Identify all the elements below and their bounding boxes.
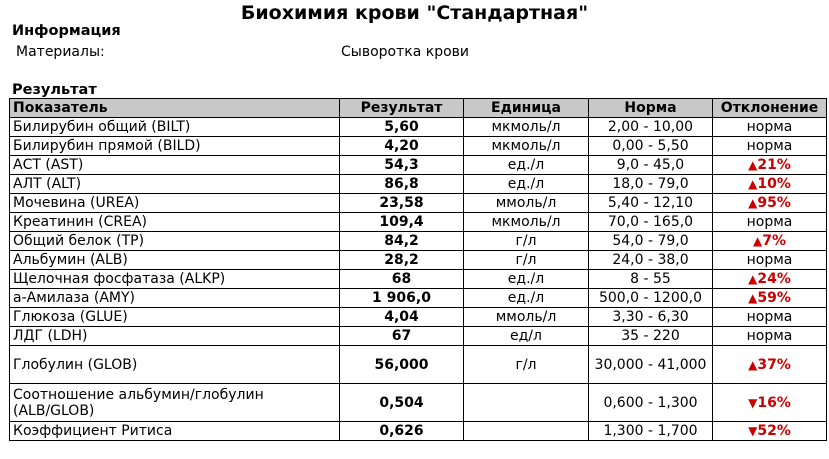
- unit-cell: ед./л: [464, 289, 589, 308]
- table-row: [10, 270, 827, 289]
- result-cell: 4,04: [340, 308, 464, 327]
- header-deviation: Отклонение: [713, 99, 827, 118]
- unit-cell: ед./л: [464, 156, 589, 175]
- page-title: Биохимия крови "Стандартная": [240, 2, 589, 24]
- deviation-cell: норма: [713, 251, 827, 270]
- norm-cell: 5,40 - 12,10: [589, 194, 713, 213]
- parameter-cell: Глобулин (GLOB): [10, 346, 340, 384]
- table-row: [10, 384, 827, 422]
- deviation-value: 10%: [757, 175, 791, 192]
- norm-cell: 0,600 - 1,300: [589, 384, 713, 422]
- deviation-value: 37%: [757, 356, 791, 373]
- result-cell: 56,000: [340, 346, 464, 384]
- norm-cell: 3,30 - 6,30: [589, 308, 713, 327]
- table-row: [10, 422, 827, 441]
- table-header-row: [10, 99, 827, 118]
- deviation-flag: [748, 157, 791, 173]
- unit-cell: ммоль/л: [464, 308, 589, 327]
- unit-cell: г/л: [464, 232, 589, 251]
- deviation-flag: [748, 423, 791, 439]
- parameter-cell: a-Амилаза (AMY): [10, 289, 340, 308]
- deviation-value: 16%: [757, 394, 791, 411]
- deviation-cell: [713, 194, 827, 213]
- table-row: [10, 175, 827, 194]
- norm-cell: 500,0 - 1200,0: [589, 289, 713, 308]
- arrow-up-icon: ▲: [748, 176, 758, 191]
- table-row: [10, 232, 827, 251]
- materials-value: Сыворотка крови: [341, 44, 469, 60]
- deviation-value: 24%: [757, 270, 791, 287]
- deviation-value: 52%: [757, 422, 791, 439]
- table-row: [10, 156, 827, 175]
- arrow-down-icon: ▼: [748, 423, 758, 438]
- result-cell: 4,20: [340, 137, 464, 156]
- deviation-flag: [753, 233, 786, 249]
- deviation-cell: норма: [713, 327, 827, 346]
- result-cell: 1 906,0: [340, 289, 464, 308]
- norm-cell: 8 - 55: [589, 270, 713, 289]
- deviation-cell: норма: [713, 137, 827, 156]
- header-unit: Единица: [464, 99, 589, 118]
- deviation-value: 59%: [757, 289, 791, 306]
- results-heading: Результат: [12, 82, 97, 98]
- arrow-down-icon: ▼: [748, 395, 758, 410]
- arrow-up-icon: ▲: [748, 271, 758, 286]
- unit-cell: г/л: [464, 251, 589, 270]
- deviation-cell: [713, 232, 827, 251]
- result-cell: 5,60: [340, 118, 464, 137]
- deviation-flag: [748, 290, 791, 306]
- norm-cell: 0,00 - 5,50: [589, 137, 713, 156]
- deviation-cell: [713, 270, 827, 289]
- deviation-flag: [748, 395, 791, 411]
- parameter-cell: Альбумин (ALB): [10, 251, 340, 270]
- deviation-flag: [748, 195, 791, 211]
- parameter-cell: Общий белок (TP): [10, 232, 340, 251]
- norm-cell: 24,0 - 38,0: [589, 251, 713, 270]
- deviation-value: 95%: [757, 194, 791, 211]
- parameter-cell: Щелочная фосфатаза (ALKP): [10, 270, 340, 289]
- header-result: Результат: [340, 99, 464, 118]
- result-cell: 0,504: [340, 384, 464, 422]
- result-cell: 86,8: [340, 175, 464, 194]
- results-table: [9, 98, 827, 441]
- parameter-cell: Глюкоза (GLUE): [10, 308, 340, 327]
- norm-cell: 70,0 - 165,0: [589, 213, 713, 232]
- results-body: [10, 118, 827, 441]
- parameter-cell: Коэффициент Ритиса: [10, 422, 340, 441]
- table-row: [10, 137, 827, 156]
- norm-cell: 54,0 - 79,0: [589, 232, 713, 251]
- header-parameter: Показатель: [10, 99, 340, 118]
- arrow-up-icon: ▲: [748, 195, 758, 210]
- deviation-cell: [713, 156, 827, 175]
- parameter-cell: Мочевина (UREA): [10, 194, 340, 213]
- table-row: [10, 308, 827, 327]
- result-cell: 0,626: [340, 422, 464, 441]
- result-cell: 23,58: [340, 194, 464, 213]
- norm-cell: 2,00 - 10,00: [589, 118, 713, 137]
- unit-cell: [464, 422, 589, 441]
- deviation-cell: норма: [713, 213, 827, 232]
- parameter-cell: Соотношение альбумин/глобулин (ALB/GLOB): [10, 384, 340, 422]
- result-cell: 84,2: [340, 232, 464, 251]
- unit-cell: ед./л: [464, 270, 589, 289]
- norm-cell: 18,0 - 79,0: [589, 175, 713, 194]
- result-cell: 109,4: [340, 213, 464, 232]
- norm-cell: 30,000 - 41,000: [589, 346, 713, 384]
- table-row: [10, 118, 827, 137]
- arrow-up-icon: ▲: [748, 357, 758, 372]
- unit-cell: ед./л: [464, 175, 589, 194]
- table-row: [10, 327, 827, 346]
- deviation-value: 7%: [762, 232, 786, 249]
- parameter-cell: Креатинин (CREA): [10, 213, 340, 232]
- deviation-cell: [713, 422, 827, 441]
- parameter-cell: ЛДГ (LDH): [10, 327, 340, 346]
- deviation-flag: [748, 357, 791, 373]
- parameter-cell: АСТ (AST): [10, 156, 340, 175]
- materials-label: Материалы:: [16, 44, 105, 60]
- norm-cell: 9,0 - 45,0: [589, 156, 713, 175]
- result-cell: 68: [340, 270, 464, 289]
- deviation-flag: [748, 176, 791, 192]
- table-row: [10, 346, 827, 384]
- deviation-cell: норма: [713, 118, 827, 137]
- deviation-cell: [713, 384, 827, 422]
- info-heading: Информация: [12, 23, 121, 39]
- deviation-cell: [713, 289, 827, 308]
- result-cell: 28,2: [340, 251, 464, 270]
- header-norm: Норма: [589, 99, 713, 118]
- norm-cell: 1,300 - 1,700: [589, 422, 713, 441]
- unit-cell: ед/л: [464, 327, 589, 346]
- table-row: [10, 213, 827, 232]
- unit-cell: ммоль/л: [464, 194, 589, 213]
- deviation-cell: [713, 346, 827, 384]
- unit-cell: мкмоль/л: [464, 137, 589, 156]
- table-row: [10, 289, 827, 308]
- deviation-cell: [713, 175, 827, 194]
- deviation-value: 21%: [757, 156, 791, 173]
- deviation-flag: [748, 271, 791, 287]
- norm-cell: 35 - 220: [589, 327, 713, 346]
- result-cell: 67: [340, 327, 464, 346]
- unit-cell: г/л: [464, 346, 589, 384]
- unit-cell: мкмоль/л: [464, 118, 589, 137]
- result-cell: 54,3: [340, 156, 464, 175]
- table-row: [10, 194, 827, 213]
- arrow-up-icon: ▲: [748, 157, 758, 172]
- parameter-cell: Билирубин общий (BILT): [10, 118, 340, 137]
- unit-cell: мкмоль/л: [464, 213, 589, 232]
- deviation-cell: норма: [713, 308, 827, 327]
- arrow-up-icon: ▲: [752, 233, 763, 248]
- table-row: [10, 251, 827, 270]
- parameter-cell: АЛТ (ALT): [10, 175, 340, 194]
- unit-cell: [464, 384, 589, 422]
- arrow-up-icon: ▲: [748, 290, 758, 305]
- parameter-cell: Билирубин прямой (BILD): [10, 137, 340, 156]
